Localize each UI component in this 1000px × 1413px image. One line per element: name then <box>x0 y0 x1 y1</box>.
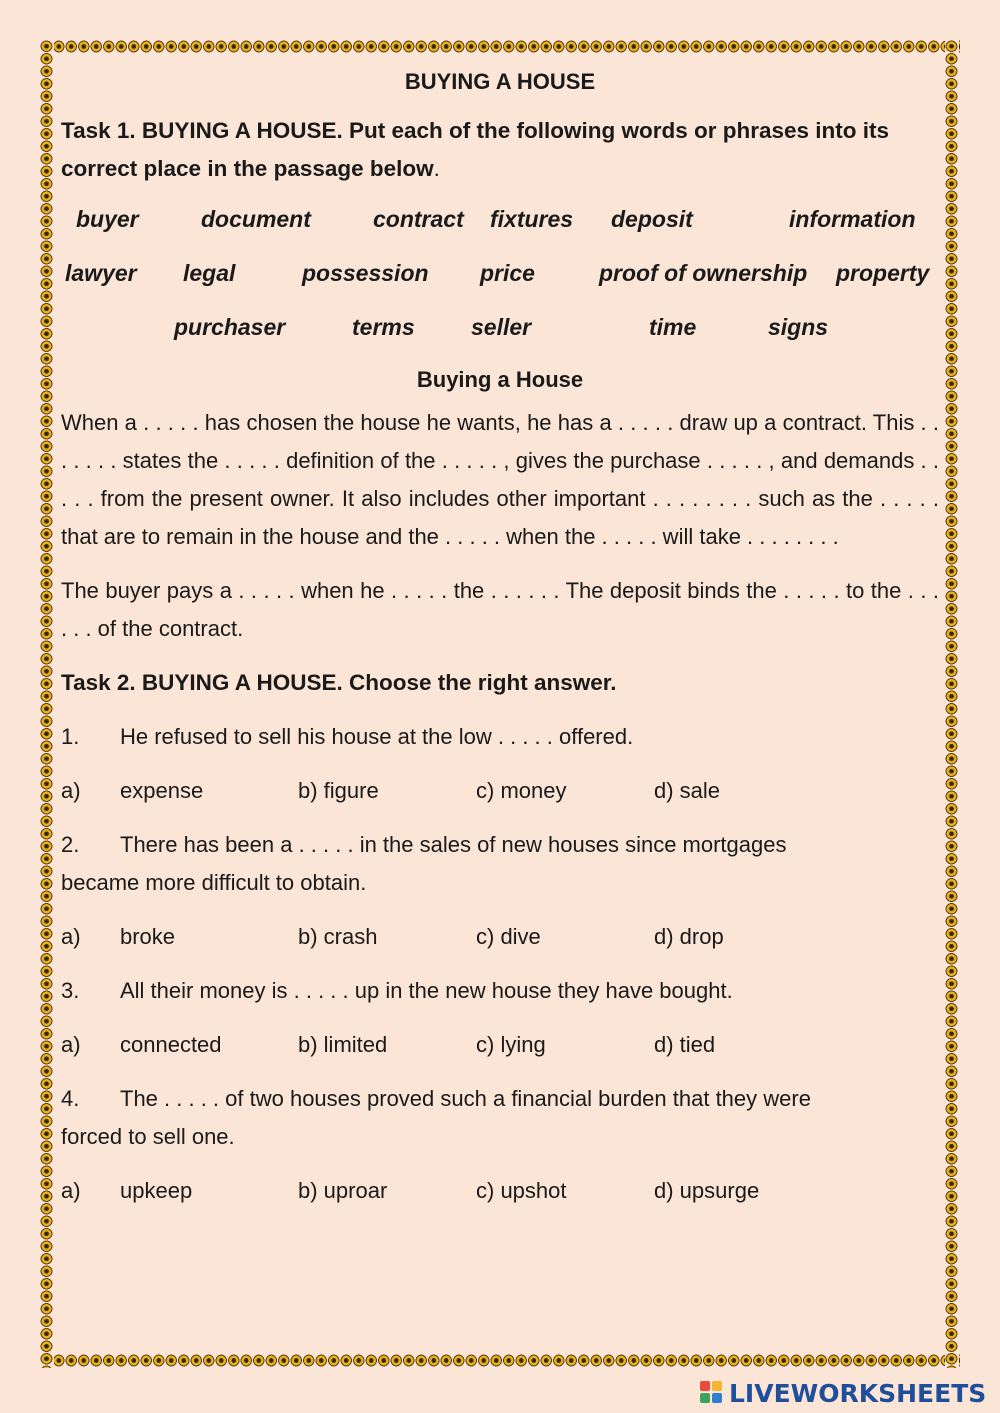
option-c[interactable]: c) dive <box>476 924 541 949</box>
passage-paragraph-1: When a . . . . . has chosen the house he wants, he has a . . . . . draw up a contract. This . . . . . . . states the . . . . . definition of the . . . . . , gives the purchase . . . . . , and demands . . . . . from the present owner. It also includes other important . . . . . . . . such as the . . . . . that are to remain in the house and the . . . . . when the . . . . . will take . . . . . . . . <box>61 410 939 549</box>
word-bank-item: deposit <box>611 206 693 232</box>
word-bank-item: signs <box>768 314 829 340</box>
word-bank-item: document <box>201 206 311 232</box>
word-bank-item: legal <box>183 260 236 286</box>
question-text: He refused to sell his house at the low . . . . . offered. <box>120 724 634 749</box>
question-3-options <box>61 1026 939 1064</box>
question-text: There has been a . . . . . in the sales of new houses since mortgages <box>120 832 787 857</box>
question-number: 2. <box>61 832 80 857</box>
word-bank-item: property <box>836 260 930 286</box>
word-bank-item: terms <box>352 314 415 340</box>
option-b[interactable]: b) uproar <box>298 1178 388 1203</box>
question-2-options <box>61 918 939 956</box>
question-number: 3. <box>61 978 80 1003</box>
flower-border-right <box>945 40 959 1368</box>
passage-title: Buying a House <box>416 367 584 392</box>
word-bank-item: lawyer <box>65 260 137 286</box>
question-number: 1. <box>61 724 80 749</box>
worksheet-content <box>61 56 939 1210</box>
task1-heading-period: . <box>433 156 440 181</box>
liveworksheets-logo[interactable] <box>700 1376 1000 1410</box>
word-bank-row-2 <box>61 246 939 300</box>
option-a[interactable]: upkeep <box>120 1178 193 1203</box>
liveworksheets-logo-icon <box>700 1381 726 1405</box>
page-title: BUYING A HOUSE <box>404 69 596 94</box>
task1-heading-text: Task 1. BUYING A HOUSE. Put each of the following words or phrases into its correct place in the passage below <box>61 118 890 181</box>
question-number: 4. <box>61 1086 80 1111</box>
option-d[interactable]: d) tied <box>654 1032 716 1057</box>
option-b[interactable]: b) limited <box>298 1032 388 1057</box>
flower-border-top <box>40 40 960 54</box>
option-d[interactable]: d) upsurge <box>654 1178 760 1203</box>
option-c[interactable]: c) money <box>476 778 567 803</box>
option-d[interactable]: d) sale <box>654 778 721 803</box>
word-bank-item: proof of ownership <box>599 260 808 286</box>
option-c[interactable]: c) lying <box>476 1032 546 1057</box>
question-1 <box>61 718 939 756</box>
option-a[interactable]: broke <box>120 924 176 949</box>
flower-border-left <box>40 40 54 1368</box>
question-text: All their money is . . . . . up in the new house they have bought. <box>120 978 733 1003</box>
option-a[interactable]: expense <box>120 778 204 803</box>
question-2 <box>61 826 939 902</box>
word-bank-item: purchaser <box>174 314 286 340</box>
word-bank-item: price <box>480 260 535 286</box>
word-bank-item: information <box>789 206 916 232</box>
word-bank-item: possession <box>302 260 429 286</box>
option-b[interactable]: b) crash <box>298 924 378 949</box>
word-bank-row-1 <box>61 192 939 246</box>
option-a-label: a) <box>61 1178 81 1203</box>
option-c[interactable]: c) upshot <box>476 1178 567 1203</box>
option-b[interactable]: b) figure <box>298 778 379 803</box>
question-4-options <box>61 1172 939 1210</box>
question-text: The . . . . . of two houses proved such a financial burden that they were <box>120 1086 811 1111</box>
word-bank-row-3 <box>61 300 939 354</box>
option-d[interactable]: d) drop <box>654 924 724 949</box>
flower-border-bottom <box>40 1354 960 1368</box>
option-a[interactable]: connected <box>120 1032 222 1057</box>
question-text-continuation: became more difficult to obtain. <box>61 870 367 895</box>
word-bank-item: fixtures <box>490 206 574 232</box>
word-bank-item: contract <box>373 206 464 232</box>
task2-heading: Task 2. BUYING A HOUSE. Choose the right answer. <box>61 670 617 695</box>
passage-paragraph-2: The buyer pays a . . . . . when he . . . . . the . . . . . . The deposit binds the . . . . . to the . . . . . . of the contract. <box>61 578 939 641</box>
task1-heading <box>61 112 939 188</box>
question-3 <box>61 972 939 1010</box>
question-4 <box>61 1080 939 1156</box>
word-bank-item: seller <box>471 314 532 340</box>
word-bank-item: buyer <box>76 206 139 232</box>
question-text-continuation: forced to sell one. <box>61 1124 235 1149</box>
option-a-label: a) <box>61 924 81 949</box>
option-a-label: a) <box>61 778 81 803</box>
option-a-label: a) <box>61 1032 81 1057</box>
word-bank-item: time <box>649 314 697 340</box>
question-1-options <box>61 772 939 810</box>
liveworksheets-logo-text: LIVEWORKSHEETS <box>729 1378 987 1408</box>
